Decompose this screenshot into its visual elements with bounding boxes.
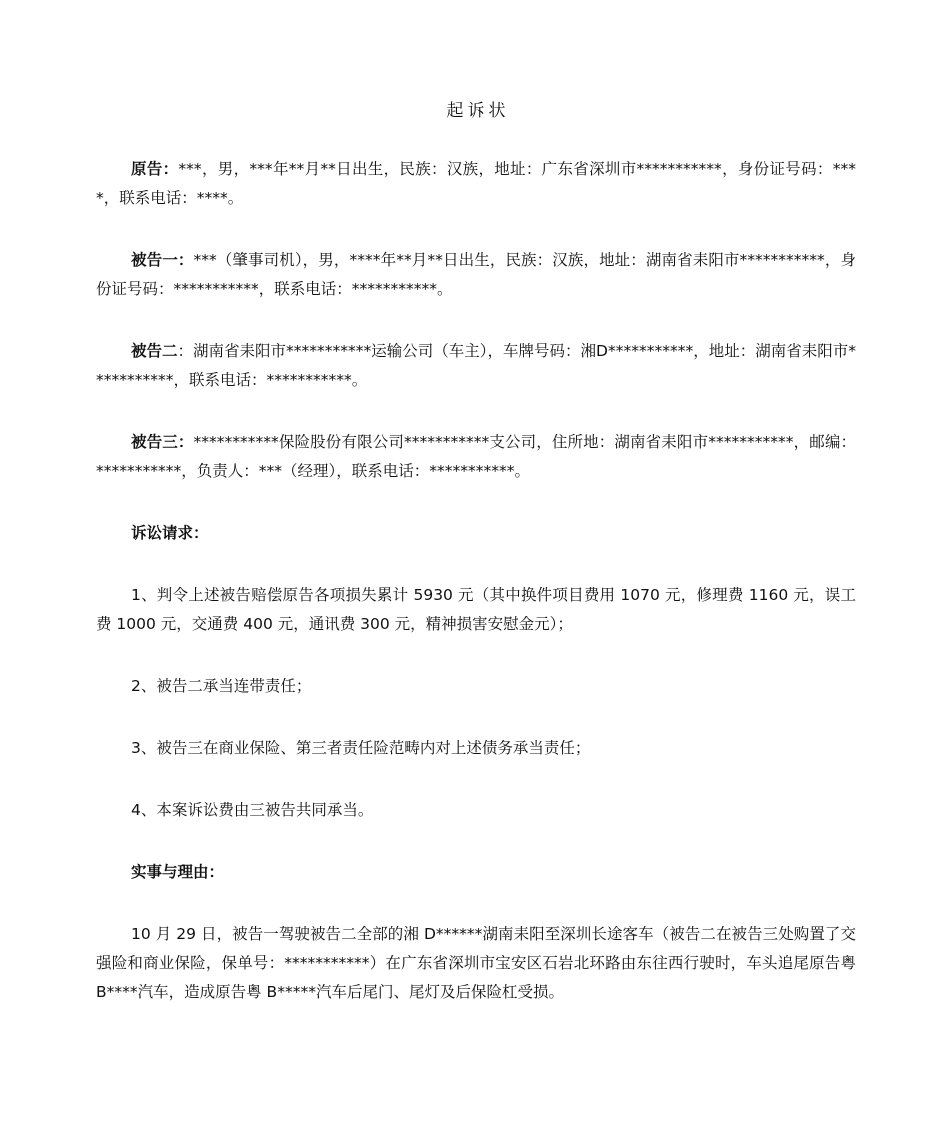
facts-heading: 实事与理由： [131, 863, 225, 881]
plaintiff-paragraph [96, 155, 856, 213]
document-title: 起诉状 [446, 101, 510, 121]
defendant3-label: 被告三： [131, 433, 194, 451]
defendant1-paragraph [96, 246, 856, 304]
facts-paragraph: 10 月 29 日，被告一驾驶被告二全部的湘 D******湖南耒阳至深圳长途客车（被告二在被告三处购置了交强险和商业保险，保单号：***********）在广东省深圳市宝安区石岩北环路由东往西行驶时，车头追尾原告粤 B****汽车，造成原告粤 B*****汽车后尾门、尾灯及后保险杠受损。 [96, 925, 856, 1001]
claim-item: 3、被告三在商业保险、第三者责任险范畴内对上述债务承当责任； [131, 739, 591, 757]
defendant3-paragraph [96, 428, 856, 486]
plaintiff-text: ***，男，***年**月**日出生，民族：汉族，地址：广东省深圳市***********，身份证号码：****，联系电话：****。 [96, 160, 856, 207]
claims-heading: 诉讼请求： [131, 524, 209, 542]
claim-item: 1、判令上述被告赔偿原告各项损失累计 5930 元（其中换件项目费用 1070 元，修理费 1160 元，误工费 1000 元，交通费 400 元，通讯费 300 元，精神损害安慰金元）； [96, 586, 856, 633]
defendant1-text: ***（肇事司机），男，****年**月**日出生，民族：汉族，地址：湖南省耒阳市***********，身份证号码：***********，联系电话：***********。 [96, 251, 856, 298]
defendant2-label: 被告二 [131, 342, 178, 360]
claim-item: 2、被告二承当连带责任； [131, 677, 312, 695]
document-page [96, 96, 856, 1040]
claim-item: 4、本案诉讼费由三被告共同承当。 [131, 801, 374, 819]
defendant3-text: ***********保险股份有限公司***********支公司，住所地：湖南省耒阳市***********，邮编：***********，负责人：***（经理），联系电话：***********。 [96, 433, 856, 480]
plaintiff-label: 原告： [131, 160, 179, 178]
defendant1-label: 被告一： [131, 251, 194, 269]
defendant2-paragraph [96, 337, 856, 395]
defendant2-text: ：湖南省耒阳市***********运输公司（车主），车牌号码：湘D***********，地址：湖南省耒阳市***********，联系电话：***********。 [96, 342, 856, 389]
